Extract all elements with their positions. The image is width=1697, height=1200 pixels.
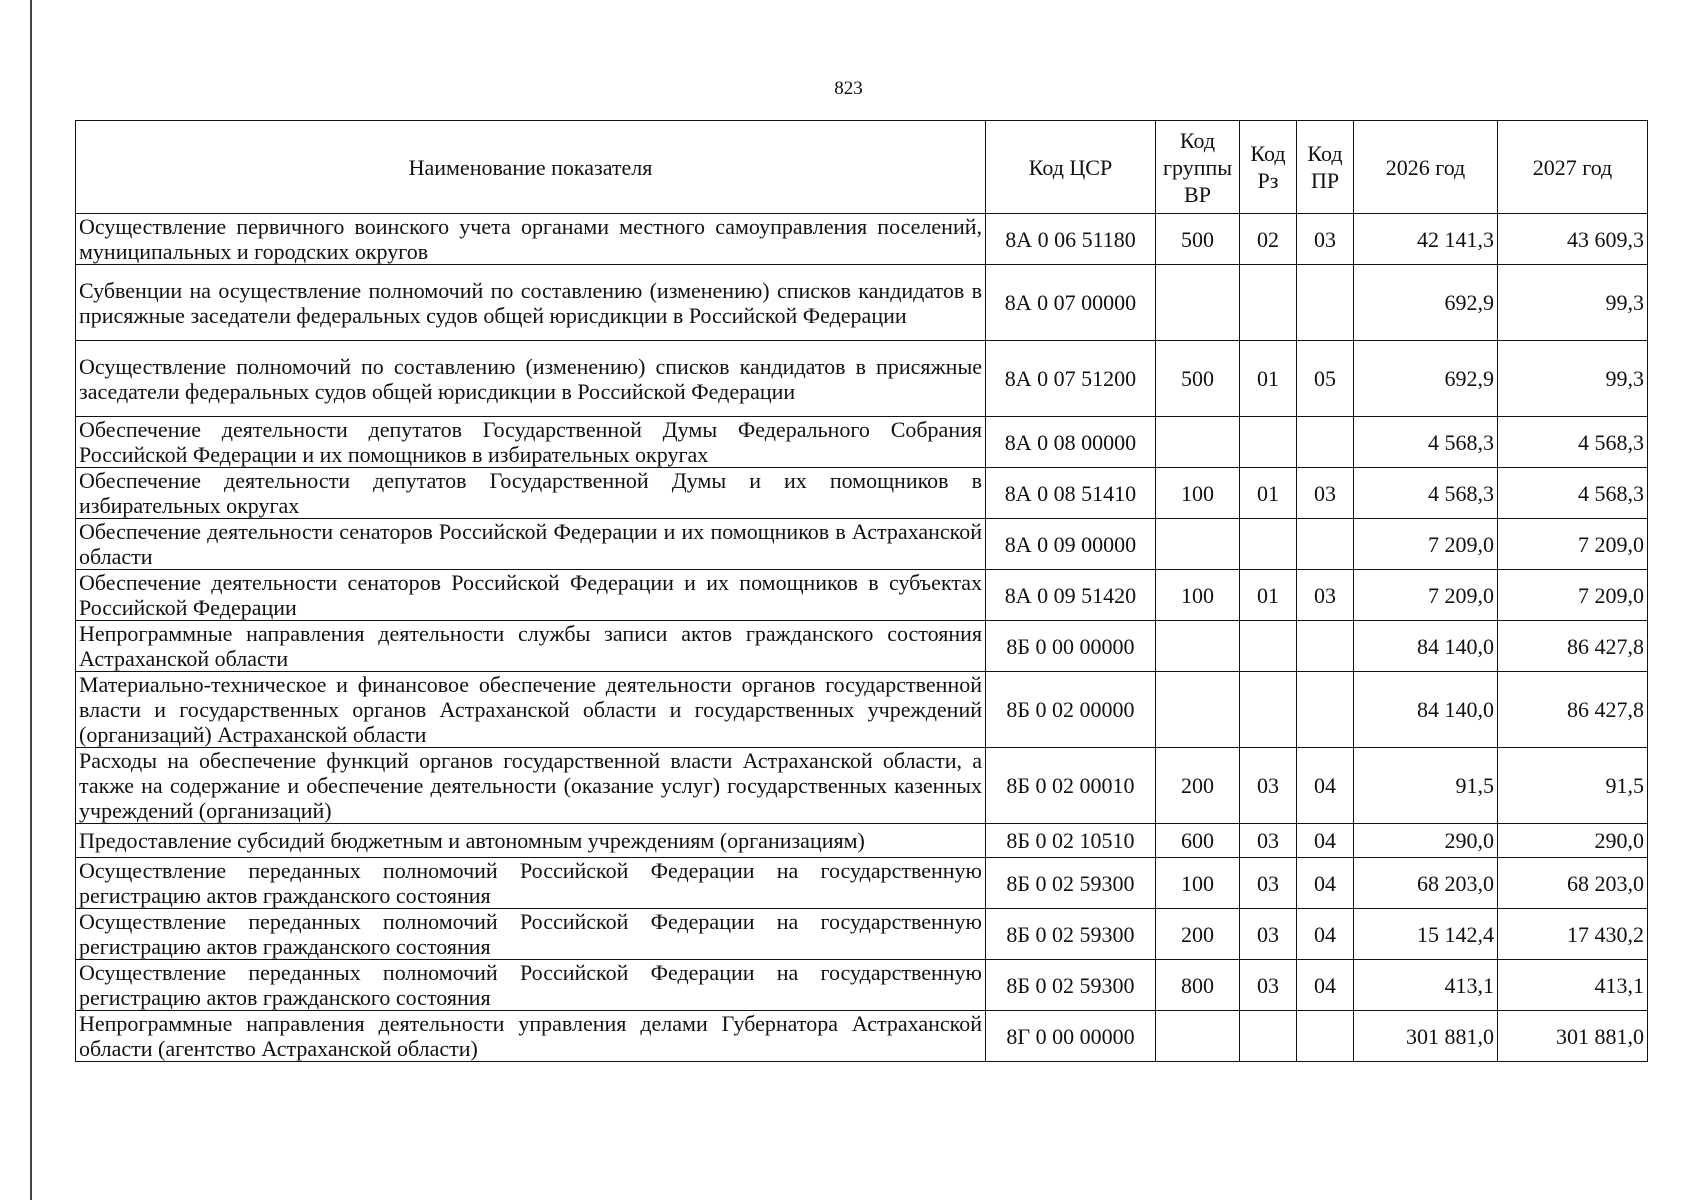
cell-rz: 02	[1240, 214, 1297, 265]
budget-table	[75, 120, 1648, 1062]
cell-name: Осуществление переданных полномочий Российской Федерации на государственную регистрацию актов гражданского состояния	[76, 960, 986, 1011]
cell-vr: 100	[1156, 858, 1240, 909]
cell-name: Осуществление переданных полномочий Российской Федерации на государственную регистрацию актов гражданского состояния	[76, 858, 986, 909]
table-row	[76, 858, 1648, 909]
cell-rz: 01	[1240, 468, 1297, 519]
cell-vr: 500	[1156, 214, 1240, 265]
cell-2026: 68 203,0	[1354, 858, 1498, 909]
cell-csr: 8Г 0 00 00000	[986, 1011, 1156, 1062]
cell-vr	[1156, 265, 1240, 341]
header-pr: Код ПР	[1297, 121, 1354, 214]
cell-rz	[1240, 621, 1297, 672]
cell-csr: 8А 0 09 00000	[986, 519, 1156, 570]
cell-name: Осуществление полномочий по составлению (изменению) списков кандидатов в присяжные заседатели федеральных судов общей юрисдикции в Российской Федерации	[76, 341, 986, 417]
cell-csr: 8Б 0 02 59300	[986, 858, 1156, 909]
cell-pr: 05	[1297, 341, 1354, 417]
table-row	[76, 621, 1648, 672]
cell-2027: 4 568,3	[1498, 417, 1648, 468]
cell-2026: 7 209,0	[1354, 519, 1498, 570]
cell-rz	[1240, 265, 1297, 341]
cell-2026: 84 140,0	[1354, 621, 1498, 672]
cell-name: Предоставление субсидий бюджетным и автономным учреждениям (организациям)	[76, 824, 986, 858]
header-2026: 2026 год	[1354, 121, 1498, 214]
cell-2027: 91,5	[1498, 748, 1648, 824]
cell-2027: 99,3	[1498, 341, 1648, 417]
cell-2026: 290,0	[1354, 824, 1498, 858]
table-row	[76, 824, 1648, 858]
cell-2027: 68 203,0	[1498, 858, 1648, 909]
cell-2026: 91,5	[1354, 748, 1498, 824]
table-row	[76, 519, 1648, 570]
left-margin-rule	[30, 0, 32, 1200]
cell-2027: 86 427,8	[1498, 621, 1648, 672]
cell-rz	[1240, 1011, 1297, 1062]
cell-2027: 86 427,8	[1498, 672, 1648, 748]
cell-csr: 8Б 0 02 59300	[986, 909, 1156, 960]
cell-csr: 8А 0 06 51180	[986, 214, 1156, 265]
cell-2026: 84 140,0	[1354, 672, 1498, 748]
table-row	[76, 265, 1648, 341]
header-vr: Код группы ВР	[1156, 121, 1240, 214]
cell-2027: 43 609,3	[1498, 214, 1648, 265]
cell-2027: 290,0	[1498, 824, 1648, 858]
cell-pr: 03	[1297, 570, 1354, 621]
cell-2027: 17 430,2	[1498, 909, 1648, 960]
cell-2026: 4 568,3	[1354, 468, 1498, 519]
cell-csr: 8А 0 08 00000	[986, 417, 1156, 468]
cell-2026: 692,9	[1354, 341, 1498, 417]
table-row	[76, 909, 1648, 960]
cell-pr	[1297, 1011, 1354, 1062]
cell-rz: 03	[1240, 909, 1297, 960]
cell-csr: 8Б 0 02 10510	[986, 824, 1156, 858]
cell-vr: 800	[1156, 960, 1240, 1011]
cell-2026: 15 142,4	[1354, 909, 1498, 960]
cell-csr: 8А 0 07 51200	[986, 341, 1156, 417]
cell-csr: 8А 0 08 51410	[986, 468, 1156, 519]
header-rz: Код Рз	[1240, 121, 1297, 214]
table-row	[76, 748, 1648, 824]
cell-csr: 8А 0 07 00000	[986, 265, 1156, 341]
cell-vr	[1156, 417, 1240, 468]
cell-vr: 100	[1156, 468, 1240, 519]
cell-pr: 04	[1297, 960, 1354, 1011]
cell-pr	[1297, 519, 1354, 570]
cell-name: Материально-техническое и финансовое обеспечение деятельности органов государственной власти и государственных органов Астраханской области и государственных учреждений (организаций) Астраханской области	[76, 672, 986, 748]
cell-pr	[1297, 672, 1354, 748]
cell-name: Непрограммные направления деятельности управления делами Губернатора Астраханской области (агентство Астраханской области)	[76, 1011, 986, 1062]
cell-rz: 01	[1240, 341, 1297, 417]
cell-pr	[1297, 417, 1354, 468]
cell-vr	[1156, 519, 1240, 570]
cell-rz: 03	[1240, 960, 1297, 1011]
table-row	[76, 214, 1648, 265]
cell-2027: 4 568,3	[1498, 468, 1648, 519]
table-row	[76, 570, 1648, 621]
cell-csr: 8Б 0 02 59300	[986, 960, 1156, 1011]
cell-pr: 04	[1297, 748, 1354, 824]
cell-2026: 413,1	[1354, 960, 1498, 1011]
page-number: 823	[834, 78, 863, 99]
cell-2027: 7 209,0	[1498, 519, 1648, 570]
header-csr: Код ЦСР	[986, 121, 1156, 214]
cell-vr: 200	[1156, 909, 1240, 960]
cell-name: Субвенции на осуществление полномочий по составлению (изменению) списков кандидатов в присяжные заседатели федеральных судов общей юрисдикции в Российской Федерации	[76, 265, 986, 341]
cell-name: Расходы на обеспечение функций органов государственной власти Астраханской области, а также на содержание и обеспечение деятельности (оказание услуг) государственных казенных учреждений (организаций)	[76, 748, 986, 824]
cell-name: Осуществление первичного воинского учета органами местного самоуправления поселений, муниципальных и городских округов	[76, 214, 986, 265]
cell-pr: 04	[1297, 858, 1354, 909]
cell-vr	[1156, 621, 1240, 672]
cell-2027: 301 881,0	[1498, 1011, 1648, 1062]
cell-pr: 04	[1297, 824, 1354, 858]
cell-rz: 03	[1240, 748, 1297, 824]
cell-rz	[1240, 417, 1297, 468]
cell-csr: 8Б 0 00 00000	[986, 621, 1156, 672]
cell-2026: 692,9	[1354, 265, 1498, 341]
cell-2027: 99,3	[1498, 265, 1648, 341]
cell-rz	[1240, 519, 1297, 570]
cell-name: Обеспечение деятельности депутатов Государственной Думы Федерального Собрания Российской Федерации и их помощников в избирательных округах	[76, 417, 986, 468]
cell-vr	[1156, 1011, 1240, 1062]
cell-pr	[1297, 621, 1354, 672]
cell-vr: 500	[1156, 341, 1240, 417]
cell-vr: 100	[1156, 570, 1240, 621]
cell-rz: 03	[1240, 858, 1297, 909]
cell-vr: 600	[1156, 824, 1240, 858]
table-header-row	[76, 121, 1648, 214]
cell-pr: 03	[1297, 214, 1354, 265]
cell-rz	[1240, 672, 1297, 748]
cell-name: Непрограммные направления деятельности службы записи актов гражданского состояния Астраханской области	[76, 621, 986, 672]
cell-2026: 42 141,3	[1354, 214, 1498, 265]
cell-csr: 8Б 0 02 00000	[986, 672, 1156, 748]
cell-name: Обеспечение деятельности депутатов Государственной Думы и их помощников в избирательных округах	[76, 468, 986, 519]
cell-rz: 03	[1240, 824, 1297, 858]
cell-vr: 200	[1156, 748, 1240, 824]
cell-pr	[1297, 265, 1354, 341]
table-row	[76, 341, 1648, 417]
header-2027: 2027 год	[1498, 121, 1648, 214]
cell-2026: 7 209,0	[1354, 570, 1498, 621]
cell-pr: 04	[1297, 909, 1354, 960]
cell-pr: 03	[1297, 468, 1354, 519]
cell-2027: 7 209,0	[1498, 570, 1648, 621]
cell-csr: 8А 0 09 51420	[986, 570, 1156, 621]
cell-name: Обеспечение деятельности сенаторов Российской Федерации и их помощников в Астраханской области	[76, 519, 986, 570]
cell-name: Обеспечение деятельности сенаторов Российской Федерации и их помощников в субъектах Российской Федерации	[76, 570, 986, 621]
cell-rz: 01	[1240, 570, 1297, 621]
table-row	[76, 672, 1648, 748]
cell-csr: 8Б 0 02 00010	[986, 748, 1156, 824]
cell-vr	[1156, 672, 1240, 748]
cell-2026: 301 881,0	[1354, 1011, 1498, 1062]
table-row	[76, 417, 1648, 468]
table-row	[76, 960, 1648, 1011]
cell-2027: 413,1	[1498, 960, 1648, 1011]
table-row	[76, 468, 1648, 519]
table-row	[76, 1011, 1648, 1062]
table-body	[76, 214, 1648, 1062]
header-name: Наименование показателя	[76, 121, 986, 214]
cell-2026: 4 568,3	[1354, 417, 1498, 468]
cell-name: Осуществление переданных полномочий Российской Федерации на государственную регистрацию актов гражданского состояния	[76, 909, 986, 960]
